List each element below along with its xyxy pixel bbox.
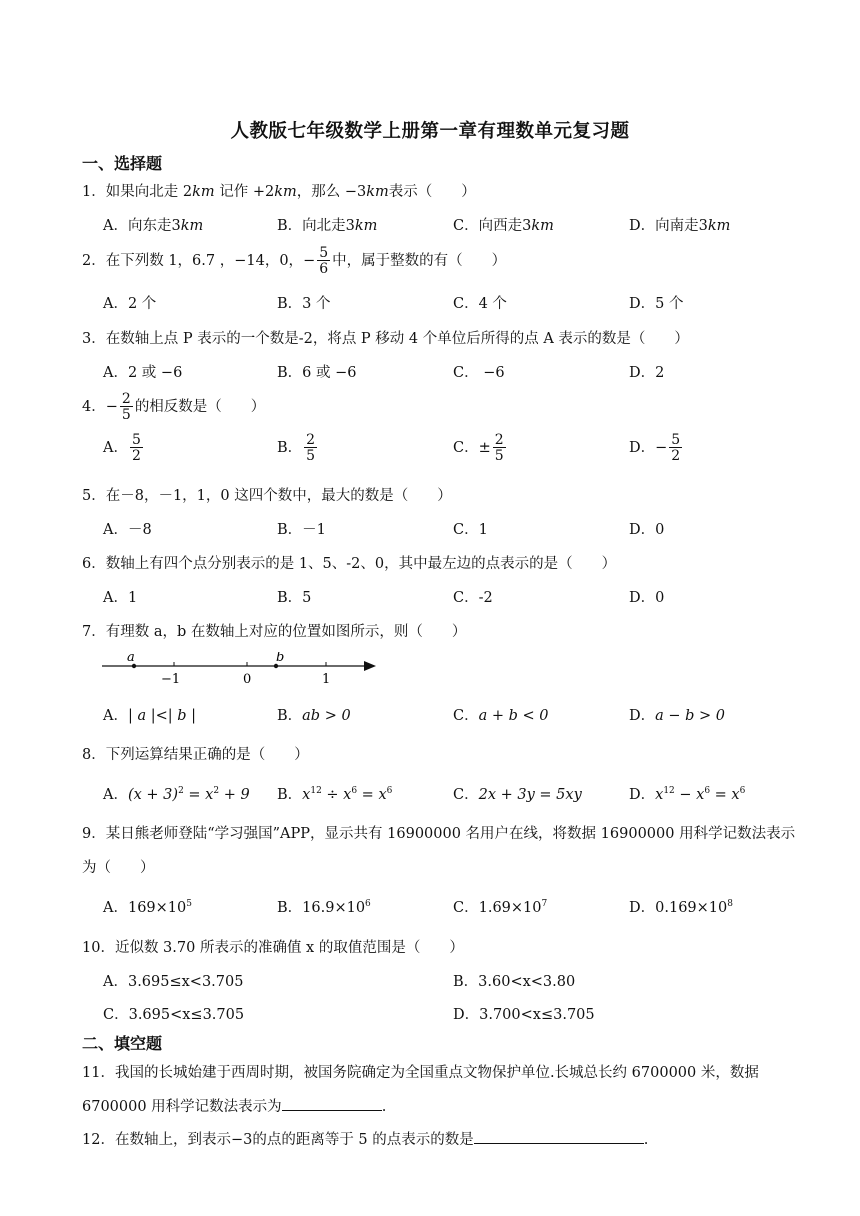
point-b-label: b — [276, 652, 285, 665]
q7-option-c[interactable]: C．a + b < 0 — [453, 708, 549, 724]
question-11-line-2: 6700000 用科学记数法表示为 . — [82, 1095, 386, 1116]
q4-option-b[interactable]: B． $\frac{2}{5}$ — [277, 432, 316, 464]
q2-option-a[interactable]: A．2 个 — [103, 296, 157, 312]
q1-option-d[interactable]: D．向南走3km — [629, 218, 731, 234]
tick-label: 0 — [243, 672, 252, 687]
q10-option-a[interactable]: A．3.695≤x<3.705 — [103, 974, 244, 990]
q9-option-c[interactable]: C．$1.69\times 10^7$ — [453, 899, 548, 916]
q9-option-b[interactable]: B．$16.9\times 10^6$ — [277, 899, 371, 916]
q7-option-b[interactable]: B．ab > 0 — [277, 708, 351, 724]
q4-option-a[interactable]: A． $\frac{5}{2}$ — [103, 432, 141, 464]
q1-option-c[interactable]: C．向西走3km — [453, 218, 554, 234]
question-10: 10．近似数 3.70 所表示的准确值 x 的取值范围是（ ） — [82, 940, 464, 956]
q5-option-c[interactable]: C．1 — [453, 522, 488, 538]
tick-label: 1 — [322, 672, 331, 687]
q8-option-d[interactable]: D．$x^{12} - x^6 = x^6$ — [629, 786, 746, 803]
answer-blank[interactable] — [474, 1129, 644, 1144]
q6-option-b[interactable]: B．5 — [277, 590, 312, 606]
question-7: 7．有理数 a，b 在数轴上对应的位置如图所示，则（ ） — [82, 624, 467, 640]
answer-blank[interactable] — [282, 1096, 382, 1111]
q8-option-a[interactable]: A．$(x + 3)^2 = x^2 + 9$ — [103, 786, 250, 803]
point-a-label: a — [127, 652, 135, 665]
question-9-line-1: 9．某日熊老师登陆“学习强国”APP，显示共有 16900000 名用户在线，将数据 16900000 用科学记数法表示 — [82, 826, 796, 842]
question-3: 3．在数轴上点 P 表示的一个数是-2，将点 P 移动 4 个单位后所得的点 A 表示的数是（ ） — [82, 331, 689, 347]
q9-option-a[interactable]: A．$169\times 10^5$ — [103, 899, 192, 916]
q7-option-d[interactable]: D．a − b > 0 — [629, 708, 726, 724]
q4-option-c[interactable]: C．± $\frac{2}{5}$ — [453, 432, 504, 464]
page-title: 人教版七年级数学上册第一章有理数单元复习题 — [230, 121, 630, 142]
tick-label: −1 — [161, 672, 181, 687]
number-line-arrow-icon — [364, 661, 376, 671]
q1-option-b[interactable]: B．向北走3km — [277, 218, 378, 234]
q6-option-c[interactable]: C．-2 — [453, 590, 493, 606]
q2-option-c[interactable]: C．4 个 — [453, 296, 507, 312]
question-2: 2．在下列数 1，6.7 ，−14，0，− $\frac{5}{6}$ 中，属于整数的有（ ） — [82, 245, 507, 277]
question-11-line-1: 11．我国的长城始建于西周时期，被国务院确定为全国重点文物保护单位.长城总长约 6700000 米，数据 — [82, 1065, 759, 1081]
q7-option-a[interactable]: A．| a |<| b | — [103, 708, 197, 724]
q6-option-d[interactable]: D．0 — [629, 590, 665, 606]
q6-option-a[interactable]: A．1 — [103, 590, 138, 606]
question-12: 12．在数轴上，到表示−3的点的距离等于 5 的点表示的数是 . — [82, 1128, 648, 1149]
q5-option-d[interactable]: D．0 — [629, 522, 665, 538]
q3-option-b[interactable]: B．6 或 −6 — [277, 365, 357, 381]
question-1: 1．如果向北走 2km 记作 +2km，那么 −3km表示（ ） — [82, 184, 476, 200]
q1-option-a[interactable]: A．向东走3km — [103, 218, 204, 234]
q2-option-d[interactable]: D．5 个 — [629, 296, 684, 312]
q10-option-c[interactable]: C．3.695<x≤3.705 — [103, 1007, 245, 1023]
fraction: $\frac{2}{5}$ — [121, 391, 131, 423]
q10-option-b[interactable]: B．3.60<x<3.80 — [453, 974, 576, 990]
q8-option-c[interactable]: C．2x + 3y = 5xy — [453, 787, 582, 803]
q3-option-a[interactable]: A．2 或 −6 — [103, 365, 183, 381]
q8-option-b[interactable]: B．$x^{12} \div x^6 = x^6$ — [277, 786, 393, 803]
q5-option-b[interactable]: B．－1 — [277, 522, 326, 538]
q3-option-d[interactable]: D．2 — [629, 365, 665, 381]
q2-option-b[interactable]: B．3 个 — [277, 296, 331, 312]
question-8: 8．下列运算结果正确的是（ ） — [82, 747, 309, 763]
q9-option-d[interactable]: D．$0.169\times 10^8$ — [629, 899, 733, 916]
q3-option-c[interactable]: C． −6 — [453, 365, 505, 381]
section-heading-choice: 一、选择题 — [82, 154, 163, 173]
question-6: 6．数轴上有四个点分别表示的是 1、5、-2、0，其中最左边的点表示的是（ ） — [82, 556, 617, 572]
fraction: $\frac{5}{6}$ — [319, 245, 329, 277]
q4-option-d[interactable]: D．− $\frac{5}{2}$ — [629, 432, 681, 464]
section-heading-fill: 二、填空题 — [82, 1034, 163, 1053]
q5-option-a[interactable]: A．－8 — [103, 522, 152, 538]
q10-option-d[interactable]: D．3.700<x≤3.705 — [453, 1007, 595, 1023]
question-5: 5．在－8，－1，1，0 这四个数中，最大的数是（ ） — [82, 488, 452, 504]
question-9-line-2: 为（ ） — [82, 860, 155, 876]
number-line-figure — [100, 652, 380, 692]
question-4: 4．− $\frac{2}{5}$ 的相反数是（ ） — [82, 391, 266, 423]
